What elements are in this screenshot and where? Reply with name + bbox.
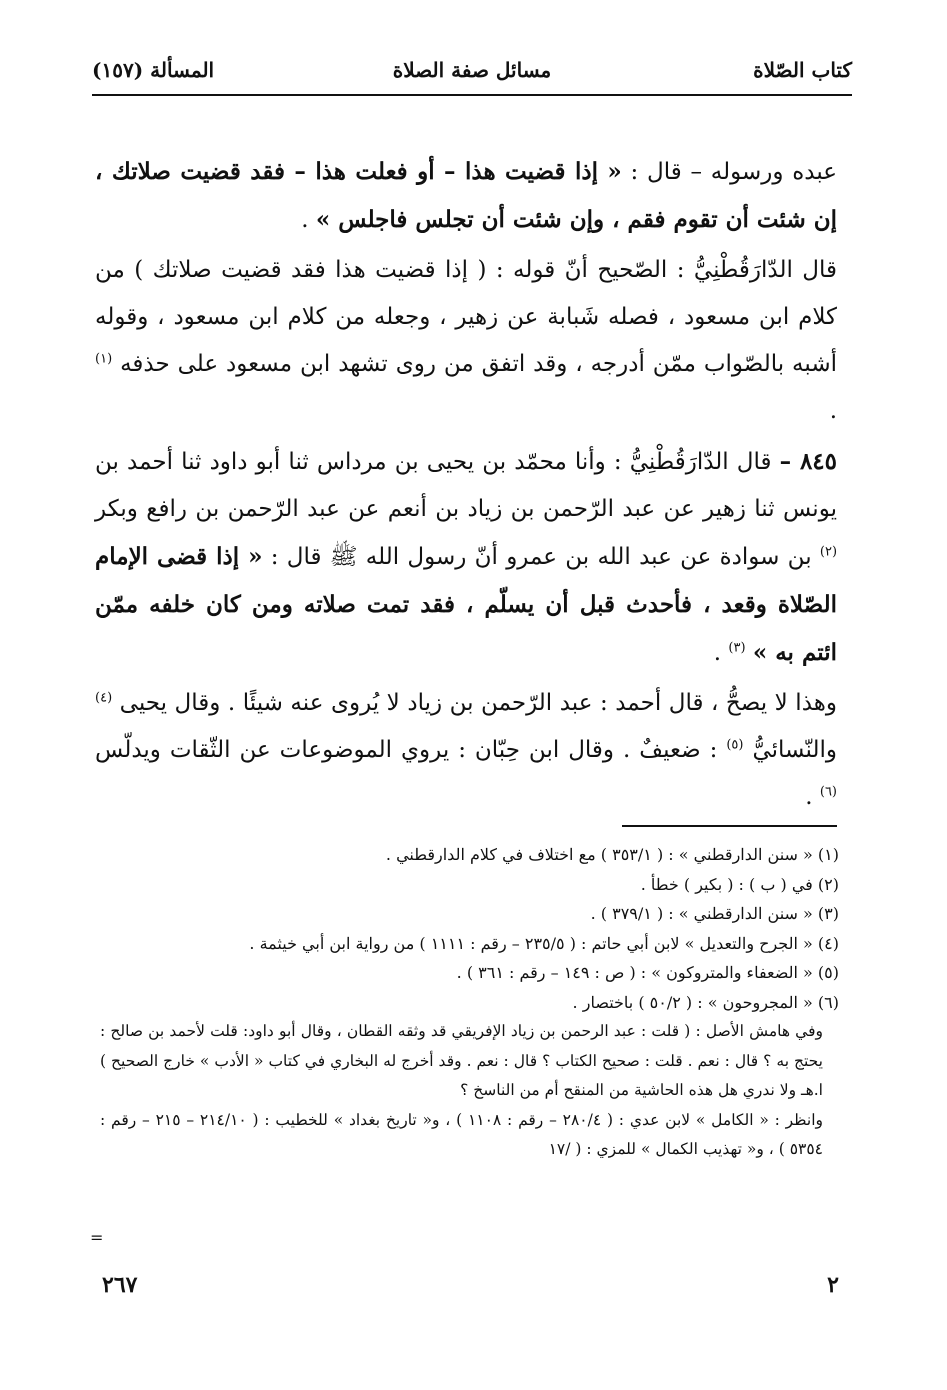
page-number: ٢٦٧ <box>102 1272 138 1298</box>
paragraph-1-end: . <box>301 207 316 233</box>
paragraph-2 <box>95 247 837 435</box>
isnad-text-continued: بن سوادة عن عبد الله بن عمرو أنّ رسول الله ﷺ قال : <box>262 544 820 570</box>
footnote-6: (٦) « المجروحون » : ( ٥٠/٢ ) باختصار . <box>572 992 839 1012</box>
footnote-ref-4[interactable]: (٤) <box>95 690 113 706</box>
paragraph-3 <box>95 438 837 677</box>
paragraph-2-end: . <box>829 398 837 424</box>
header-book-title: كتاب الصّلاة <box>753 58 852 82</box>
continuation-mark: = <box>90 1228 104 1247</box>
paragraph-4-text-3: : ضعيفٌ . وقال ابن حِبّان : يروي الموضوعات عن الثّقات ويدلّس <box>95 737 727 763</box>
footnotes <box>100 840 839 1165</box>
paragraph-3-end: . <box>713 640 729 666</box>
footnote-3: (٣) « سنن الدارقطني » : ( ٣٧٩/١ ) . <box>590 904 839 923</box>
footnote-2: (٢) في ( ب ) : ( بكير ) خطأ . <box>640 874 839 894</box>
paragraph-2-text: قال الدّارَقُطْنِيُّ : الصّحيح أنّ قوله : ( إذا قضيت هذا فقد قضيت صلاتك ) من كلام ابن مسعود ، فصله شَبابة عن زهير ، وجعله من كلام ابن مسعود ، وقوله أشبه بالصّواب ممّن أدرجه ، وقد اتفق من روى تشهد ابن مسعود على حذفه <box>95 257 837 377</box>
footnote-4: (٤) « الجرح والتعديل » لابن أبي حاتم : ( ٢٣٥/٥ – رقم : ١١١١ ) من رواية ابن أبي خيثمة . <box>249 933 839 953</box>
footnote-ref-5[interactable]: (٥) <box>726 737 744 753</box>
page-footer <box>102 1272 839 1304</box>
footnote-ref-6[interactable]: (٦) <box>819 784 837 800</box>
paragraph-4-text: وهذا لا يصحُّ ، قال أحمد : عبد الرّحمن بن زياد لا يُروى عنه شيئًا . وقال يحيى <box>119 690 838 716</box>
footnote-separator <box>622 825 837 827</box>
paragraph-1-intro: عبده ورسوله – قال : <box>621 159 837 185</box>
header-section-title: مسائل صفة الصلاة <box>392 58 552 82</box>
footnote-1: (١) « سنن الدارقطني » : ( ٣٥٣/١ ) مع اختلاف في كلام الدارقطني . <box>385 845 839 864</box>
footnote-5: (٥) « الضعفاء والمتروكون » : ( ص : ١٤٩ – رقم : ٣٦١ ) . <box>456 963 839 982</box>
main-text <box>95 148 837 824</box>
footnote-6-margin-note: وفي هامش الأصل : ( قلت : عبد الرحمن بن زياد الإفريقي قد وثقه القطان ، وقال أبو داود: قلت لأحمد بن صالح : يحتج به ؟ قال : نعم . قلت : صحيح الكتاب ؟ قال : نعم . وقد أخرج له البخاري في كتاب « الأدب » خارج الصحيح ) ا.هـ ولا ندري هل هذه الحاشية من المنقح أم من الناسخ ؟ <box>100 1022 823 1099</box>
header-issue-number: المسألة (١٥٧) <box>92 58 215 82</box>
paragraph-4-end: . <box>805 784 820 810</box>
isnad-text: قال الدّارَقُطْنِيُّ : وأنا محمّد بن يحيى بن مرداس ثنا أبو داود ثنا أحمد بن يونس ثنا زهير عن عبد الرّحمن بن زياد بن أنعم عن عبد الرّحمن بن رافع وبكر <box>95 449 837 522</box>
hadith-quote-1: « إذا قضيت هذا – أو فعلت هذا – فقد قضيت صلاتك ، إن شئت أن تقوم فقم ، وإن شئت أن تجلس فاجلس » <box>95 158 837 233</box>
paragraph-4-text-2: والنّسائيُّ <box>752 737 837 763</box>
volume-number: ٢ <box>827 1272 839 1298</box>
footnote-6-see-also: وانظر : « الكامل » لابن عدي : ( ٢٨٠/٤ – رقم : ١١٠٨ ) ، و« تاريخ بغداد » للخطيب : ( ٢١٤/١٠ – ٢١٥ – رقم : ٥٣٥٤ ) ، و« تهذيب الكمال » للمزي : ( /١٧ <box>100 1110 823 1158</box>
footnote-ref-2[interactable]: (٢) <box>819 544 838 560</box>
paragraph-1 <box>95 148 837 244</box>
paragraph-4 <box>95 680 837 821</box>
hadith-quote-2: « إذا قضى الإمام الصّلاة وقعد ، فأحدث قبل أن يسلّم ، فقد تمت صلاته ومن كان خلفه ممّن ائتم به » <box>95 543 837 666</box>
hadith-number: ٨٤٥ – <box>779 448 837 475</box>
page-header <box>92 58 852 96</box>
footnote-ref-3[interactable]: (٣) <box>728 640 746 656</box>
footnote-ref-1[interactable]: (١) <box>95 351 113 367</box>
